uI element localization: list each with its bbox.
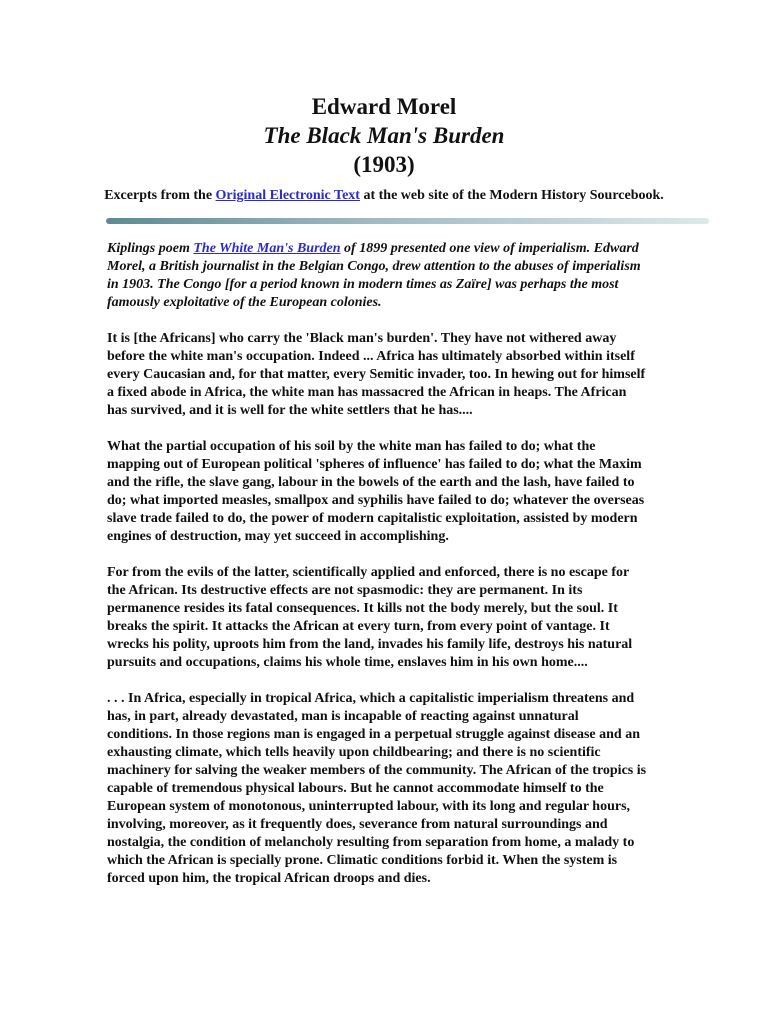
author-name: Edward Morel: [311, 94, 457, 119]
intro-prefix: Kiplings poem: [107, 241, 194, 256]
publication-year: (1903): [353, 152, 415, 177]
work-title: The Black Man's Burden: [263, 123, 505, 148]
excerpt-suffix: at the web site of the Modern History Sourcebook.: [359, 188, 664, 203]
white-mans-burden-link[interactable]: The White Man's Burden: [193, 241, 341, 256]
body-paragraph: . . . In Africa, especially in tropical Africa, which a capitalistic imperialism threatens and has, in part, already devastated, man is incapable of reacting against unnatural conditions. In those regions man is engaged in a perpetual struggle against disease and an exhausting climate, which tells heavily upon childbearing; and there is no scientific machinery for salving the weaker members of the community. The African of the tropics is capable of tremendous physical labours. But he cannot accommodate himself to the European system of monotonous, uninterrupted labour, with its long and regular hours, involving, moreover, as it frequently does, severance from natural surroundings and nostalgia, the condition of melancholy resulting from separation from home, a malady to which the African is specially prone. Climatic conditions forbid it. When the system is forced upon him, the tropical African droops and dies.: [107, 691, 647, 886]
excerpt-source-line: [60, 187, 708, 205]
intro-paragraph: [107, 240, 647, 312]
body-paragraph: What the partial occupation of his soil by the white man has failed to do; what the mapping out of European political 'spheres of influence' has failed to do; what the Maxim and the rifle, the slave gang, labour in the bowels of the earth and the lash, have failed to do; what imported measles, smallpox and syphilis have failed to do; whatever the overseas slave trade failed to do, the power of modern capitalistic exploitation, assisted by modern engines of destruction, may yet succeed in accomplishing.: [107, 439, 645, 544]
document-body: [107, 240, 647, 906]
original-text-link[interactable]: Original Electronic Text: [215, 188, 360, 203]
body-paragraph: It is [the Africans] who carry the 'Black man's burden'. They have not withered away before the white man's occupation. Indeed ... Africa has ultimately absorbed within itself every Caucasian and, for that matter, every Semitic invader, too. In hewing out for himself a fixed abode in Africa, the white man has massacred the African in heaps. The African has survived, and it is well for the white settlers that he has....: [107, 331, 646, 418]
header-divider: [106, 218, 709, 224]
intro-suffix: of 1899 presented one view of imperialism. Edward Morel, a British journalist in the Belgian Congo, drew attention to the abuses of imperialism in 1903. The Congo [for a period known in modern times as Zaïre] was perhaps the most famously exploitative of the European colonies.: [107, 241, 641, 310]
body-paragraph: For from the evils of the latter, scientifically applied and enforced, there is no escape for the African. Its destructive effects are not spasmodic: they are permanent. In its permanence resides its fatal consequences. It kills not the body merely, but the soul. It breaks the spirit. It attacks the African at every turn, from every point of vantage. It wrecks his polity, uproots him from the land, invades his family life, destroys his natural pursuits and occupations, claims his whole time, enslaves him in his own home....: [107, 565, 633, 670]
document-header: [60, 92, 708, 205]
excerpt-prefix: Excerpts from the: [104, 188, 216, 203]
